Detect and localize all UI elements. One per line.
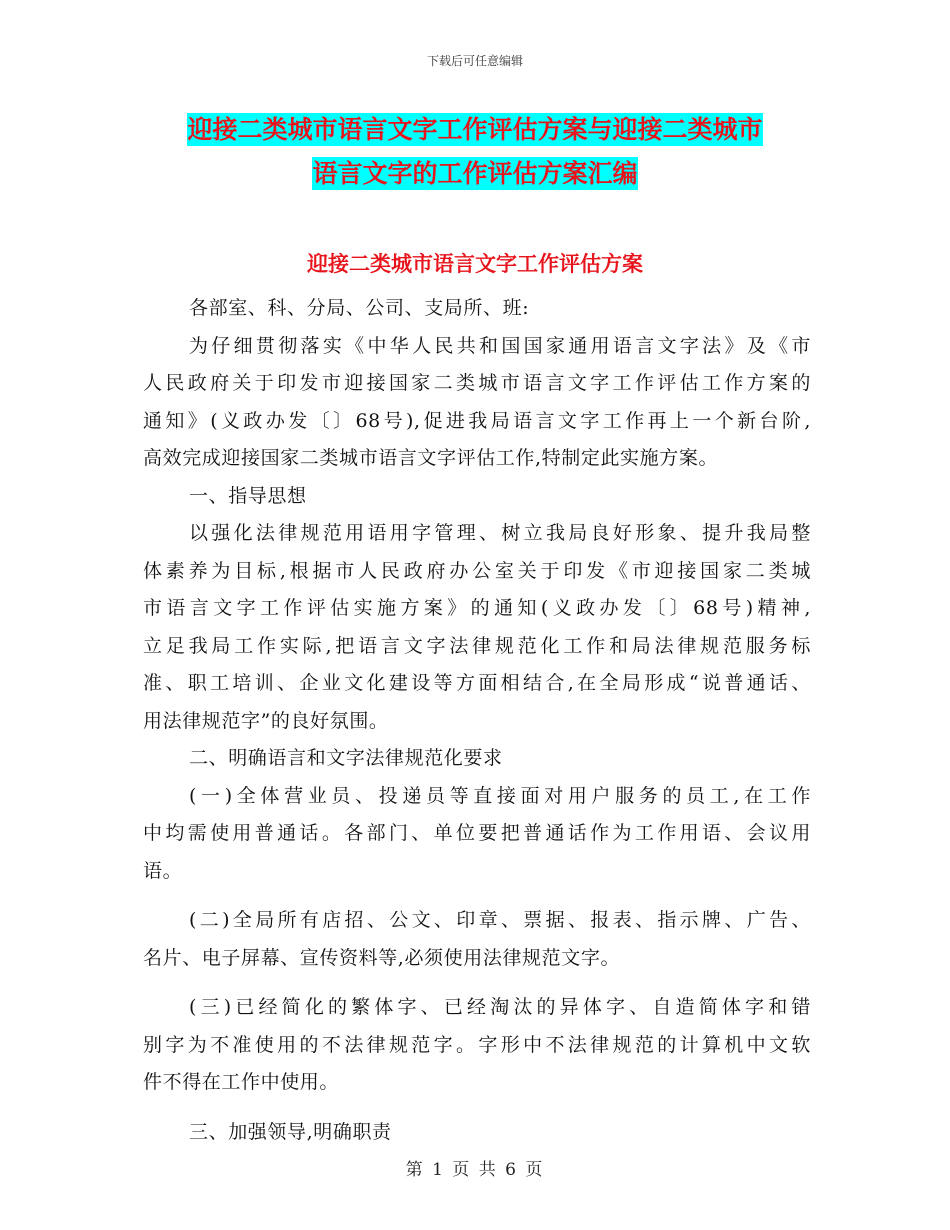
paragraph-line: 用法律规范字”的良好氛围。 [143, 709, 389, 732]
paragraph-line: (二)全局所有店招、公文、印章、票据、报表、指示牌、广告、 [189, 909, 811, 931]
paragraph-line: (一)全体营业员、投递员等直接面对用户服务的员工,在工作 [189, 784, 811, 807]
paragraph-line: 准、职工培训、企业文化建设等方面相结合,在全局形成“说普通话、 [143, 672, 811, 694]
paragraph-line: 名片、电子屏幕、宣传资料等,必须使用法律规范文字。 [143, 946, 621, 969]
section-heading: 三、加强领导,明确职责 [189, 1120, 392, 1143]
paragraph-line: 高效完成迎接国家二类城市语言文字评估工作,特制定此实施方案。 [143, 447, 719, 469]
section-heading: 一、指导思想 [189, 484, 307, 507]
document-title-line-2: 语言文字的工作评估方案汇编 [312, 159, 638, 188]
page-footer: 第 1 页 共 6 页 [405, 1160, 545, 1180]
paragraph-line: 语。 [143, 859, 183, 882]
paragraph-line: 为仔细贯彻落实《中华人民共和国国家通用语言文字法》及《市 [189, 334, 811, 357]
paragraph-line: 中均需使用普通话。各部门、单位要把普通话作为工作用语、会议用 [143, 822, 811, 844]
paragraph-line: 人民政府关于印发市迎接国家二类城市语言文字工作评估工作方案的 [143, 372, 811, 394]
paragraph-line: 市语言文字工作评估实施方案》的通知(义政办发〔〕68号)精神, [143, 597, 811, 619]
salutation: 各部室、科、分局、公司、支局所、班: [189, 297, 530, 319]
section-title: 迎接二类城市语言文字工作评估方案 [307, 252, 643, 276]
document-title-line-1: 迎接二类城市语言文字工作评估方案与迎接二类城市 [187, 115, 763, 144]
section-heading: 二、明确语言和文字法律规范化要求 [189, 747, 503, 769]
paragraph-line: 件不得在工作中使用。 [143, 1071, 340, 1093]
paragraph-line: (三)已经简化的繁体字、已经淘汰的异体字、自造简体字和错 [189, 996, 811, 1018]
document-body [143, 290, 811, 1151]
paragraph-line: 体素养为目标,根据市人民政府办公室关于印发《市迎接国家二类城 [143, 559, 811, 582]
page-header: 下载后可任意编辑 [426, 54, 523, 68]
paragraph-line: 别字为不准使用的不法律规范字。字形中不法律规范的计算机中文软 [143, 1033, 811, 1056]
paragraph-line: 通知》(义政办发〔〕68号),促进我局语言文字工作再上一个新台阶, [143, 409, 811, 432]
paragraph-line: 立足我局工作实际,把语言文字法律规范化工作和局法律规范服务标 [143, 634, 811, 657]
paragraph-line: 以强化法律规范用语用字管理、树立我局良好形象、提升我局整 [189, 522, 811, 544]
